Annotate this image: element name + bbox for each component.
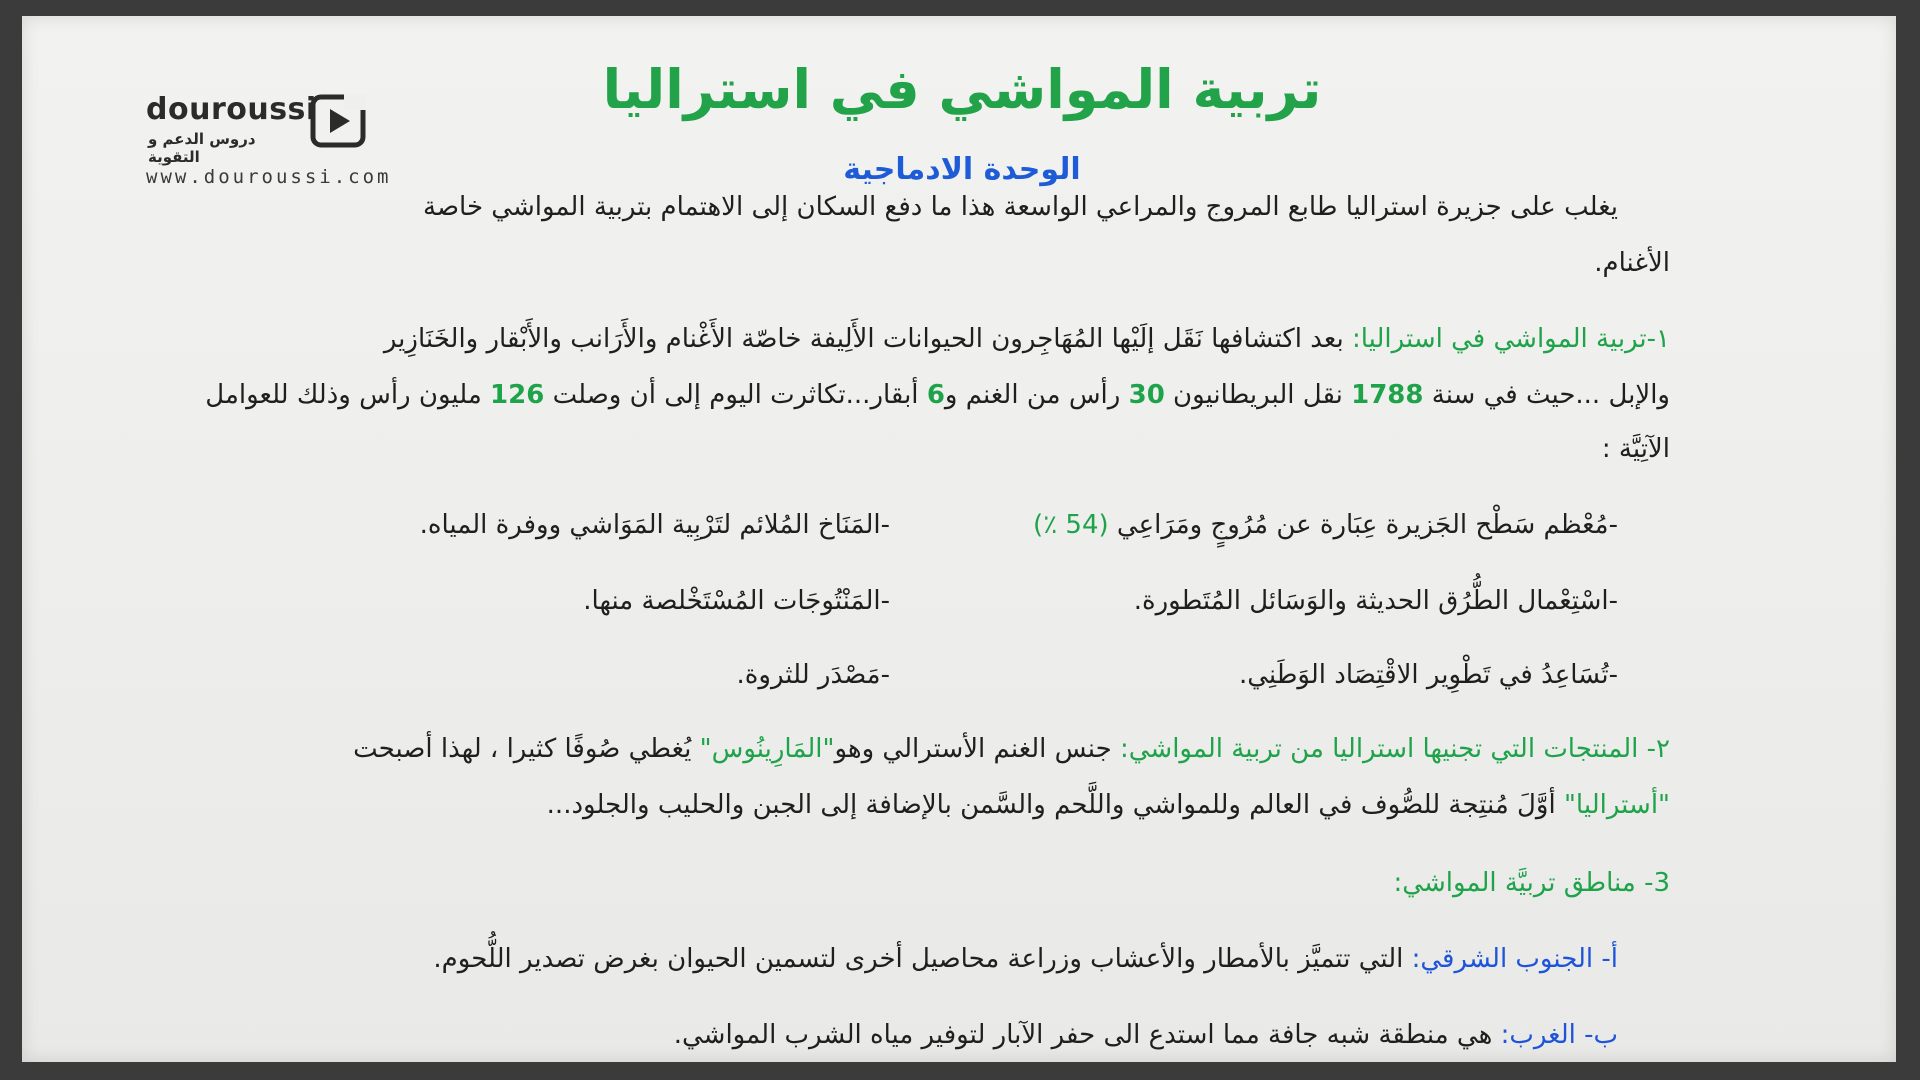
section2-line-1 (353, 734, 1670, 764)
section2-heading: ٢- المنتجات التي تجنيها استراليا من تربية المواشي: (1119, 734, 1670, 764)
factor-6: -مَصْدَر للثروة. (736, 660, 890, 690)
section2-text: يُغطي صُوفًا كثيرا ، لهذا أصبحت (353, 734, 700, 764)
region-west-label: ب- الغرب: (1500, 1020, 1618, 1050)
country-name: "أستراليا" (1563, 790, 1670, 820)
section1-text: نقل البريطانيون (1164, 380, 1352, 410)
section1-text: رأس من الغنم و (944, 380, 1129, 410)
year-value: 1788 (1351, 380, 1424, 410)
factor-2: -المَنَاخ المُلائم لتَرْبِية المَوَاشي ووفرة المياه. (419, 510, 890, 540)
brand-logo[interactable] (126, 78, 426, 198)
factor-3: -اسْتِعْمال الطُّرُق الحديثة والوَسَائل المُتَطورة. (1133, 586, 1618, 616)
brand-name: douroussi (146, 92, 317, 127)
breed-name: "المَارِينُوس" (699, 734, 835, 764)
brand-tagline: دروس الدعم و التقوية (148, 130, 256, 166)
section2-text: أوَّلَ مُنتِجة للصُّوف في العالم وللمواشي واللَّحم والسَّمن بالإضافة إلى الجبن والحليب والجلود... (546, 790, 1564, 820)
section1-line-2 (205, 380, 1670, 410)
region-west-text: هي منطقة شبه جافة مما استدع الى حفر الآبار لتوفير مياه الشرب المواشي. (673, 1020, 1501, 1050)
page-subtitle: الوحدة الادماجية (843, 152, 1081, 187)
intro-line-2: الأغنام. (1594, 248, 1670, 278)
region-southeast-label: أ- الجنوب الشرقي: (1411, 944, 1618, 974)
section1-text: والإبل ...حيث في سنة (1423, 380, 1670, 410)
factor-text: -مُعْظم سَطْح الجَزيرة عِبَارة عن مُرُوجٍ ومَرَاعِي (1108, 510, 1618, 540)
section3-heading (1394, 868, 1670, 898)
region-west (674, 1020, 1618, 1050)
section1-heading: ١-تربية المواشي في استراليا: (1351, 324, 1670, 354)
section1-line-1 (384, 324, 1670, 354)
section2-text: جنس الغنم الأسترالي وهو (834, 734, 1120, 764)
play-icon (310, 94, 366, 148)
region-southeast (433, 944, 1618, 974)
intro-line-1: يغلب على جزيرة استراليا طابع المروج والمراعي الواسعة هذا ما دفع السكان إلى الاهتمام بتربية المواشي خاصة (423, 192, 1618, 222)
section2-line-2 (547, 790, 1670, 820)
sheep-count: 30 (1128, 380, 1165, 410)
factor-1 (1033, 510, 1618, 540)
factor-4: -المَنْتُوجَات المُسْتَخْلصة منها. (583, 586, 890, 616)
total-count: 126 (490, 380, 545, 410)
section1-line-3: الآتِيَّة : (1601, 434, 1670, 464)
region-southeast-text: التي تتميَّز بالأمطار والأعشاب وزراعة محاصيل أخرى لتسمين الحيوان بغرض تصدير اللُّحوم. (433, 944, 1412, 974)
section1-text: بعد اكتشافها نَقَل إلَيْها المُهَاجِرون الحيوانات الأَلِيفة خاصّة الأَغْنام والأَرَانب والأَبْقار والخَنَازِير (383, 324, 1352, 354)
factor-5: -تُسَاعِدُ في تَطْوِير الاقْتِصَاد الوَطَنِي. (1238, 660, 1618, 690)
cattle-count: 6 (926, 380, 945, 410)
page-title: تربية المواشي في استراليا (602, 58, 1322, 121)
pasture-percent: (54 ٪) (1033, 510, 1109, 540)
section1-text: أبقار...تكاثرت اليوم إلى أن وصلت (544, 380, 927, 410)
whiteboard (22, 16, 1896, 1062)
section3-heading-text: 3- مناطق تربيَّة المواشي: (1393, 868, 1670, 898)
brand-url[interactable]: www.douroussi.com (146, 166, 392, 188)
section1-text: مليون رأس وذلك للعوامل (205, 380, 491, 410)
